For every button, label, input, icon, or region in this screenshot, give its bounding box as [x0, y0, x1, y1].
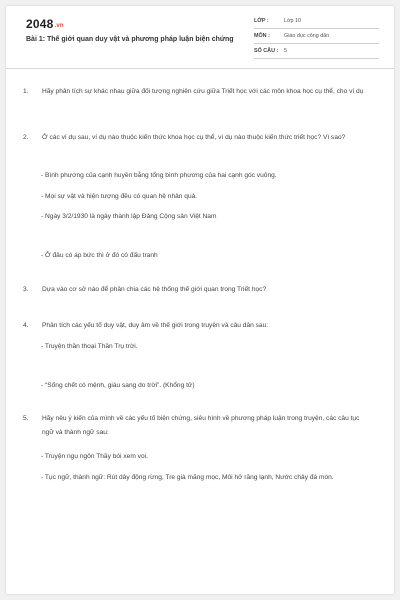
question-text: Hãy phân tích sự khác nhau giữa đối tượng nghiên cứu giữa Triết học với các môn khoa học cụ thể, cho ví dụ: [42, 88, 364, 95]
worksheet-header: [6, 6, 394, 69]
question-text: Phân tích các yếu tố duy vật, duy âm về thế giới trong truyện và câu dân sau:: [42, 322, 269, 329]
meta-value-class: Lớp 10: [284, 18, 302, 24]
question-4: [23, 319, 368, 333]
question-number: 5.: [23, 415, 29, 422]
meta-row-count: [254, 45, 379, 59]
worksheet-page: [6, 6, 394, 594]
logo-main: 2048: [26, 17, 54, 31]
question-3: [23, 283, 368, 297]
question-2-item: - Ngày 3/2/1930 là ngày thành lập Đảng Cộng sản Việt Nam: [41, 213, 217, 220]
question-text: Ở các ví dụ sau, ví dụ nào thuộc kiến thức khoa học cụ thể, ví dụ nào thuộc kiến thức triết học? Vì sao?: [42, 134, 346, 141]
question-number: 1.: [23, 88, 29, 95]
question-2-item: - Mọi sự vật và hiện tượng đều có quan hệ nhân quả.: [41, 193, 198, 200]
question-text: Dựa vào cơ sở nào để phân chia các hệ thống thế giới quan trong Triết học?: [42, 286, 267, 293]
logo-tld: .vn: [54, 23, 64, 29]
site-logo[interactable]: [26, 17, 64, 31]
question-5-item: - Truyện ngụ ngôn Thầy bói xem voi.: [41, 453, 148, 460]
question-number: 4.: [23, 322, 29, 329]
lesson-title: Bài 1: Thế giới quan duy vật và phương pháp luận biện chứng: [26, 36, 234, 43]
meta-key-subject: MÔN :: [254, 33, 270, 39]
question-2-item: - Bình phương của cạnh huyền bằng tổng bình phương của hai cạnh góc vuông.: [41, 172, 277, 179]
meta-row-class: [254, 15, 379, 29]
question-1: [23, 85, 368, 99]
question-5-item: - Tục ngữ, thành ngữ: Rút dây động rừng, Tre già măng mọc, Môi hở răng lạnh, Nước chảy đá mòn.: [41, 474, 334, 481]
question-5: [23, 412, 368, 440]
meta-value-subject: Giáo dục công dân: [284, 33, 330, 39]
question-4-item: - Truyện thần thoại Thần Trụ trời.: [41, 343, 138, 350]
meta-row-subject: [254, 30, 379, 44]
question-number: 2.: [23, 134, 29, 141]
meta-key-count: SỐ CÂU :: [254, 48, 279, 54]
question-text: Hãy nêu ý kiến của mình về các yếu tố biện chứng, siêu hình về phương pháp luận trong truyện, các câu tục ngữ và thành ngữ sau:: [42, 415, 360, 436]
question-2: [23, 131, 368, 145]
meta-value-count: 5: [284, 48, 287, 54]
meta-key-class: LỚP :: [254, 18, 269, 24]
question-number: 3.: [23, 286, 29, 293]
question-4-item: - “Sống chết có mệnh, giàu sang do trời”. (Khổng tử): [41, 382, 195, 389]
question-2-item: - Ở đâu có áp bức thì ở đó có đấu tranh: [41, 252, 158, 259]
